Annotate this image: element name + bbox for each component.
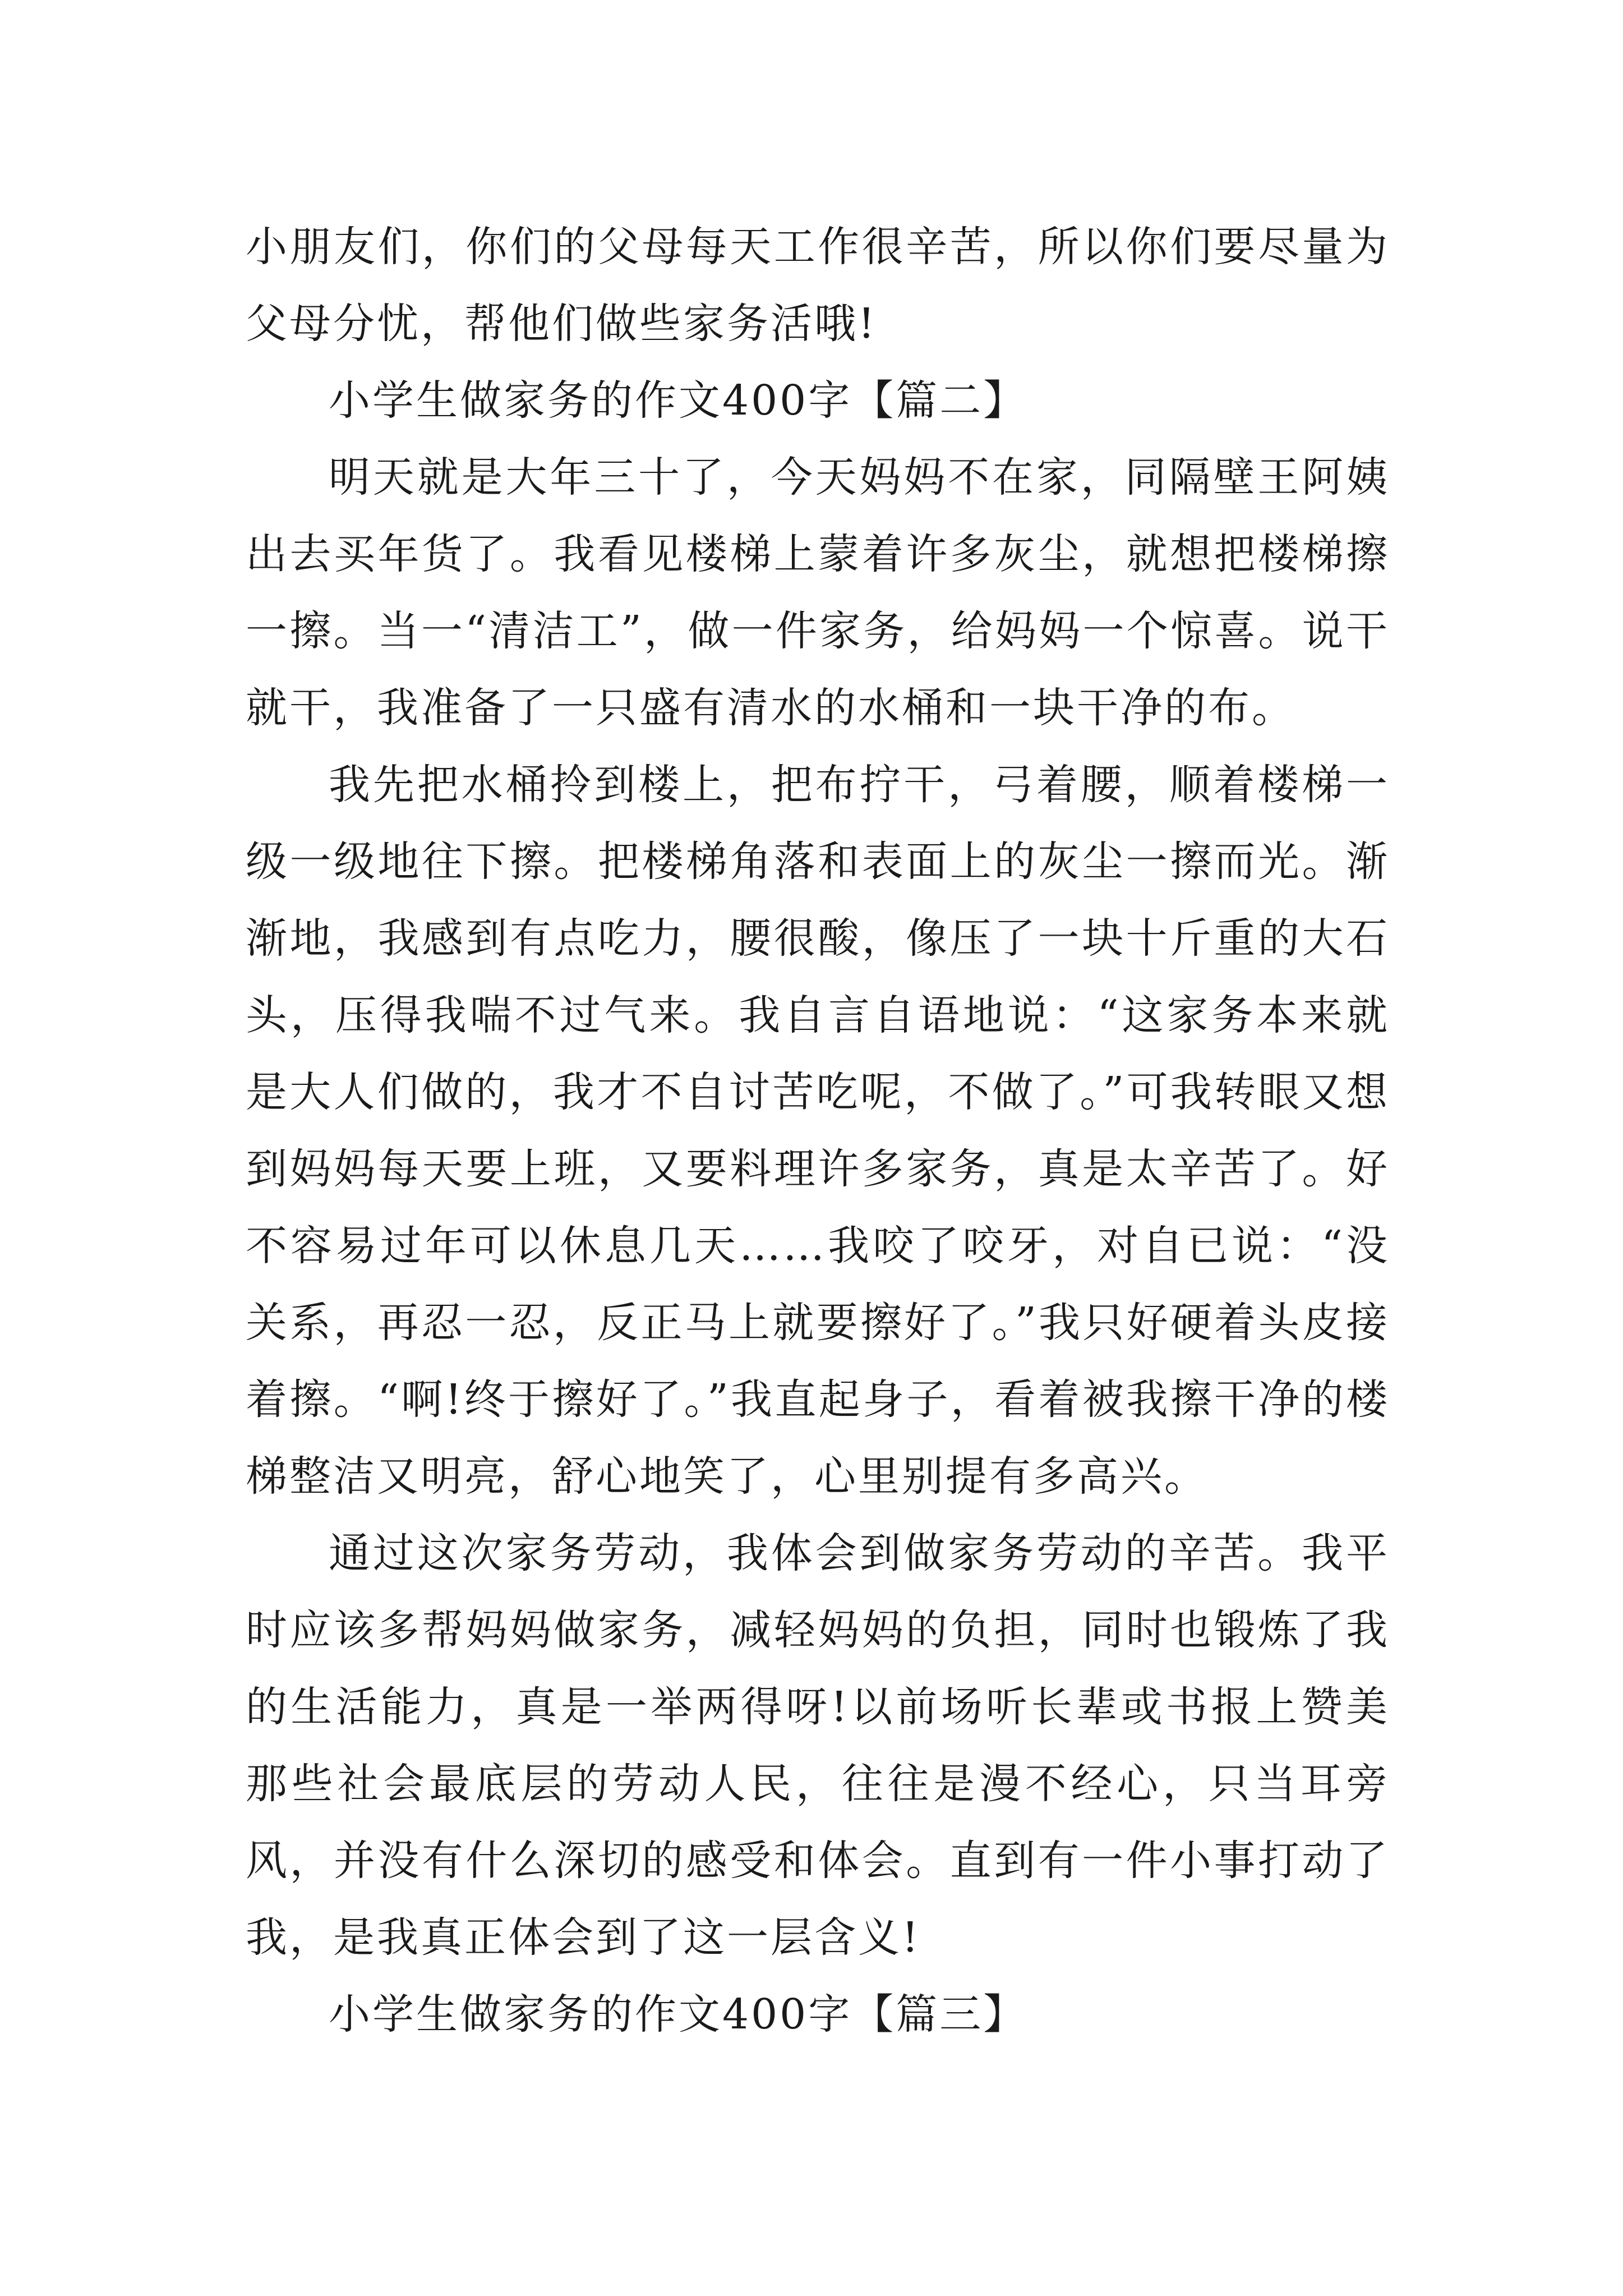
paragraph-2: 我先把水桶拎到楼上，把布拧干，弓着腰，顺着楼梯一级一级地往下擦。把楼梯角落和表面上的灰尘一擦而光。渐渐地，我感到有点吃力，腰很酸，像压了一块十斤重的大石头，压得我喘不过气来。我自言自语地说：“这家务本来就是大人们做的，我才不自讨苦吃呢，不做了。”可我转眼又想到妈妈每天要上班，又要料理许多家务，真是太辛苦了。好不容易过年可以休息几天……我咬了咬牙，对自已说：“没关系，再忍一忍，反正马上就要擦好了。”我只好硬着头皮接着擦。“啊!终于擦好了。”我直起身子，看着被我擦干净的楼梯整洁又明亮，舒心地笑了，心里别提有多高兴。 — [246, 761, 1390, 1501]
section-heading-part-two: 小学生做家务的作文400字【篇二】 — [329, 376, 1027, 425]
paragraph-intro: 小朋友们，你们的父母每天工作很辛苦，所以你们要尽量为父母分忧，帮他们做些家务活哦! — [246, 223, 1390, 348]
paragraph-1: 明天就是大年三十了，今天妈妈不在家，同隔壁王阿姨出去买年货了。我看见楼梯上蒙着许多灰尘，就想把楼梯擦一擦。当一“清洁工”，做一件家务，给妈妈一个惊喜。说干就干，我准备了一只盛有清水的水桶和一块干净的布。 — [246, 453, 1390, 732]
paragraph-3: 通过这次家务劳动，我体会到做家务劳动的辛苦。我平时应该多帮妈妈做家务，减轻妈妈的负担，同时也锻炼了我的生活能力，真是一举两得呀!以前场听长辈或书报上赞美那些社会最底层的劳动人民，往往是漫不经心，只当耳旁风，并没有什么深切的感受和体会。直到有一件小事打动了我，是我真正体会到了这一层含义! — [246, 1529, 1390, 1962]
document-body — [246, 209, 1390, 2053]
section-heading-part-three: 小学生做家务的作文400字【篇三】 — [329, 1990, 1027, 2039]
